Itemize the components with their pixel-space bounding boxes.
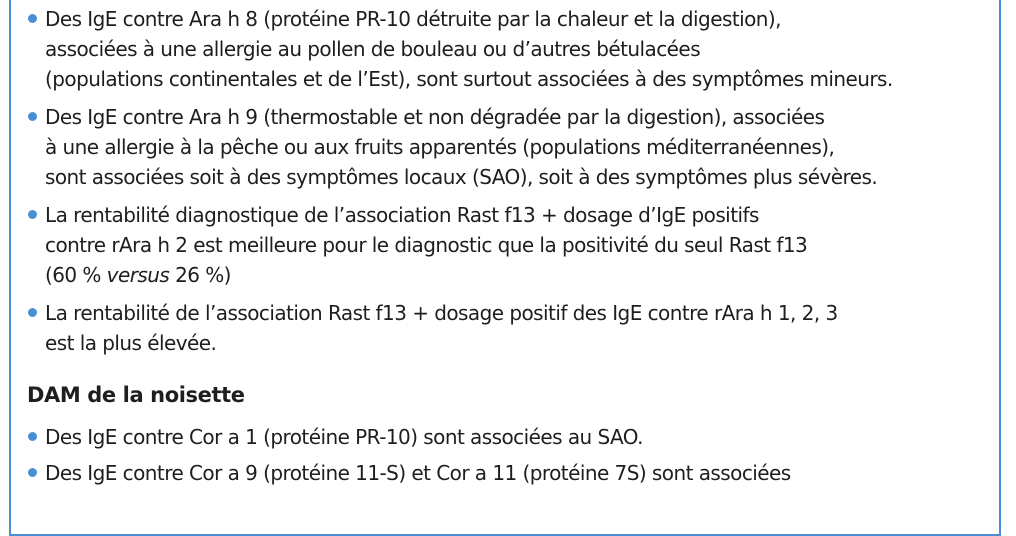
bullet-dot-icon (28, 468, 37, 477)
text-line: à une allergie à la pêche ou aux fruits apparentés (populations méditerranéennes), (45, 135, 835, 159)
text-line: contre rAra h 2 est meilleure pour le diagnostic que la positivité du seul Rast f13 (45, 233, 808, 257)
text-fragment: 26 %) (169, 263, 231, 287)
text-line: La rentabilité de l’association Rast f13 + dosage positif des IgE contre rAra h 1, 2, 3 (45, 301, 838, 325)
section-heading: DAM de la noisette (27, 383, 245, 407)
bullet-dot-icon (28, 432, 37, 441)
list-item (27, 102, 1007, 192)
bullet-dot-icon (28, 210, 37, 219)
text-line: La rentabilité diagnostique de l’association Rast f13 + dosage d’IgE positifs (45, 203, 759, 227)
document-text (27, 4, 1007, 496)
text-line: Des IgE contre Cor a 1 (protéine PR-10) sont associées au SAO. (45, 425, 643, 449)
text-fragment: (60 % (45, 263, 107, 287)
text-line: associées à une allergie au pollen de bouleau ou d’autres bétulacées (45, 37, 701, 61)
list-item (27, 298, 1007, 358)
bullet-dot-icon (28, 14, 37, 23)
italic-word: versus (106, 263, 170, 287)
text-line (45, 260, 1007, 290)
list-item (27, 458, 1007, 488)
bullet-dot-icon (28, 112, 37, 121)
text-line: sont associées soit à des symptômes locaux (SAO), soit à des symptômes plus sévères. (45, 165, 878, 189)
text-line: est la plus élevée. (45, 331, 217, 355)
bullet-dot-icon (28, 308, 37, 317)
list-item (27, 4, 1007, 94)
list-item (27, 422, 1007, 452)
text-line: Des IgE contre Ara h 9 (thermostable et non dégradée par la digestion), associées (45, 105, 825, 129)
text-line: Des IgE contre Ara h 8 (protéine PR-10 détruite par la chaleur et la digestion), (45, 7, 781, 31)
list-item (27, 200, 1007, 290)
text-line: Des IgE contre Cor a 9 (protéine 11-S) et Cor a 11 (protéine 7S) sont associées (45, 461, 791, 485)
text-line: (populations continentales et de l’Est), sont surtout associées à des symptômes mineurs. (45, 67, 893, 91)
